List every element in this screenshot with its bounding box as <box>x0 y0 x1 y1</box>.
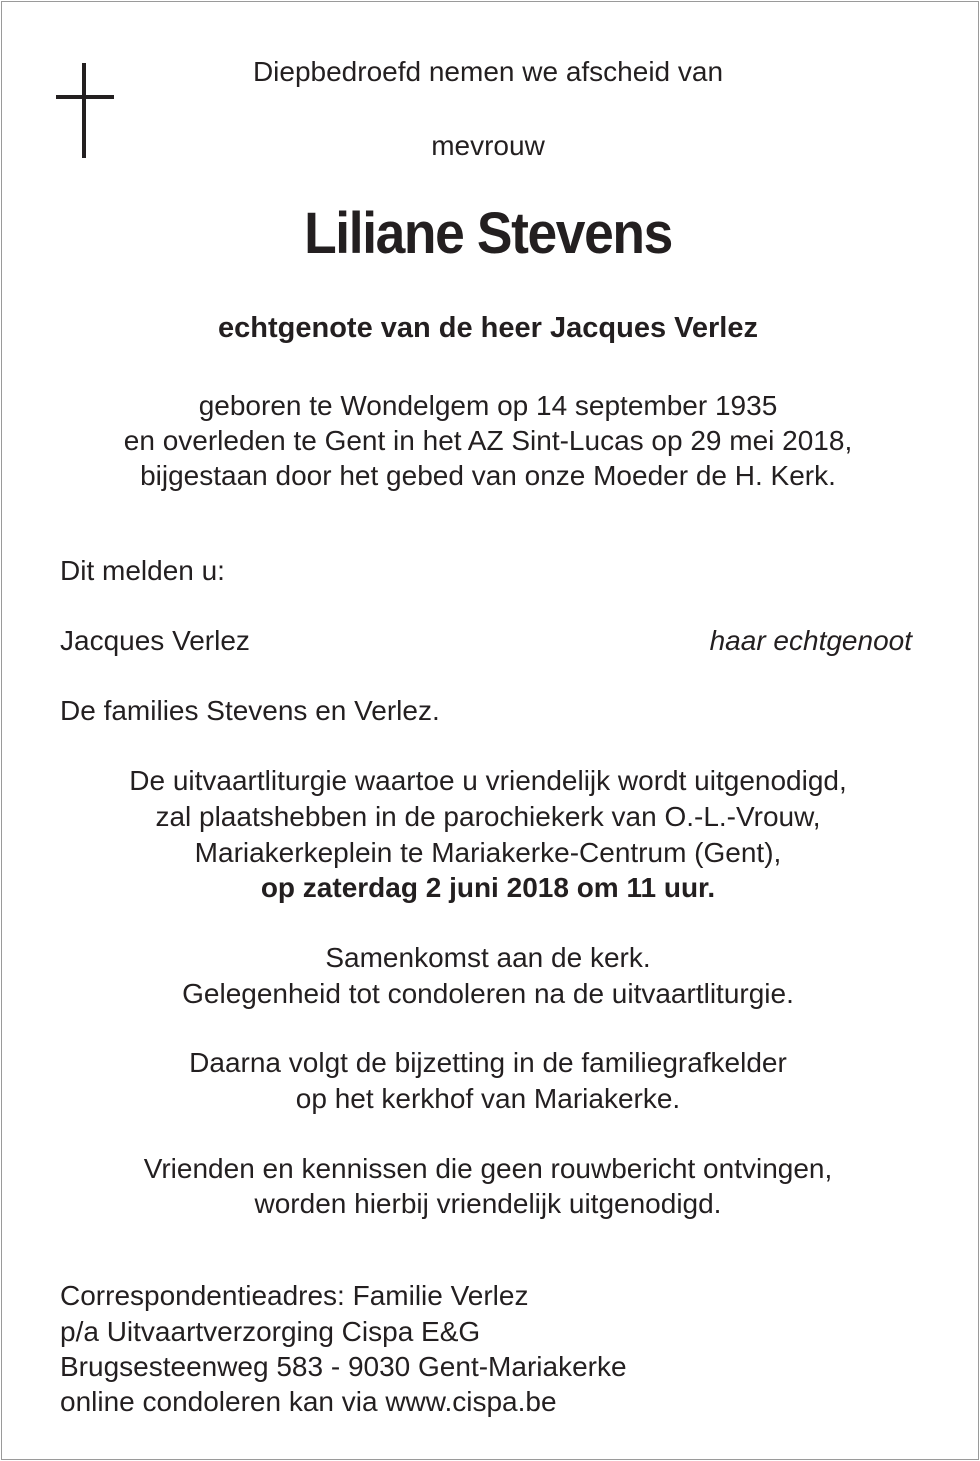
burial-line-1: Daarna volgt de bijzetting in de familiegrafkelder <box>189 1047 787 1078</box>
deceased-name: Liliane Stevens <box>304 201 672 266</box>
ceremony-line-2: zal plaatshebben in de parochiekerk van O.-L.-Vrouw, <box>155 801 821 832</box>
families-line: De families Stevens en Verlez. <box>60 695 440 726</box>
correspondence-line-3: Brugsesteenweg 583 - 9030 Gent-Mariakerke <box>60 1351 627 1382</box>
invitation-line-1: Vrienden en kennissen die geen rouwbericht ontvingen, <box>143 1153 833 1184</box>
gathering-line-2: Gelegenheid tot condoleren na de uitvaartliturgie. <box>182 978 794 1009</box>
burial-line-2: op het kerkhof van Mariakerke. <box>295 1083 681 1114</box>
ceremony-date: op zaterdag 2 juni 2018 om 11 uur. <box>260 872 716 903</box>
announcers-intro: Dit melden u: <box>60 555 225 586</box>
invitation-line-2: worden hierbij vriendelijk uitgenodigd. <box>254 1188 722 1219</box>
ceremony-line-3: Mariakerkeplein te Mariakerke-Centrum (Gent), <box>194 837 782 868</box>
church-line: bijgestaan door het gebed van onze Moeder de H. Kerk. <box>140 460 836 491</box>
spouse-line: echtgenote van de heer Jacques Verlez <box>218 312 758 344</box>
correspondence-line-2: p/a Uitvaartverzorging Cispa E&G <box>60 1316 481 1347</box>
gathering-line-1: Samenkomst aan de kerk. <box>325 942 651 973</box>
intro-text: Diepbedroefd nemen we afscheid van <box>252 56 724 87</box>
salutation: mevrouw <box>431 130 545 161</box>
death-line: en overleden te Gent in het AZ Sint-Lucas op 29 mei 2018, <box>123 425 853 456</box>
birth-line: geboren te Wondelgem op 14 september 1935 <box>198 390 778 421</box>
mourner-relation: haar echtgenoot <box>709 625 912 656</box>
mourner-name: Jacques Verlez <box>60 625 250 656</box>
correspondence-line-1: Correspondentieadres: Familie Verlez <box>60 1280 529 1311</box>
correspondence-line-4: online condoleren kan via www.cispa.be <box>60 1386 557 1417</box>
ceremony-line-1: De uitvaartliturgie waartoe u vriendelijk wordt uitgenodigd, <box>129 765 847 796</box>
